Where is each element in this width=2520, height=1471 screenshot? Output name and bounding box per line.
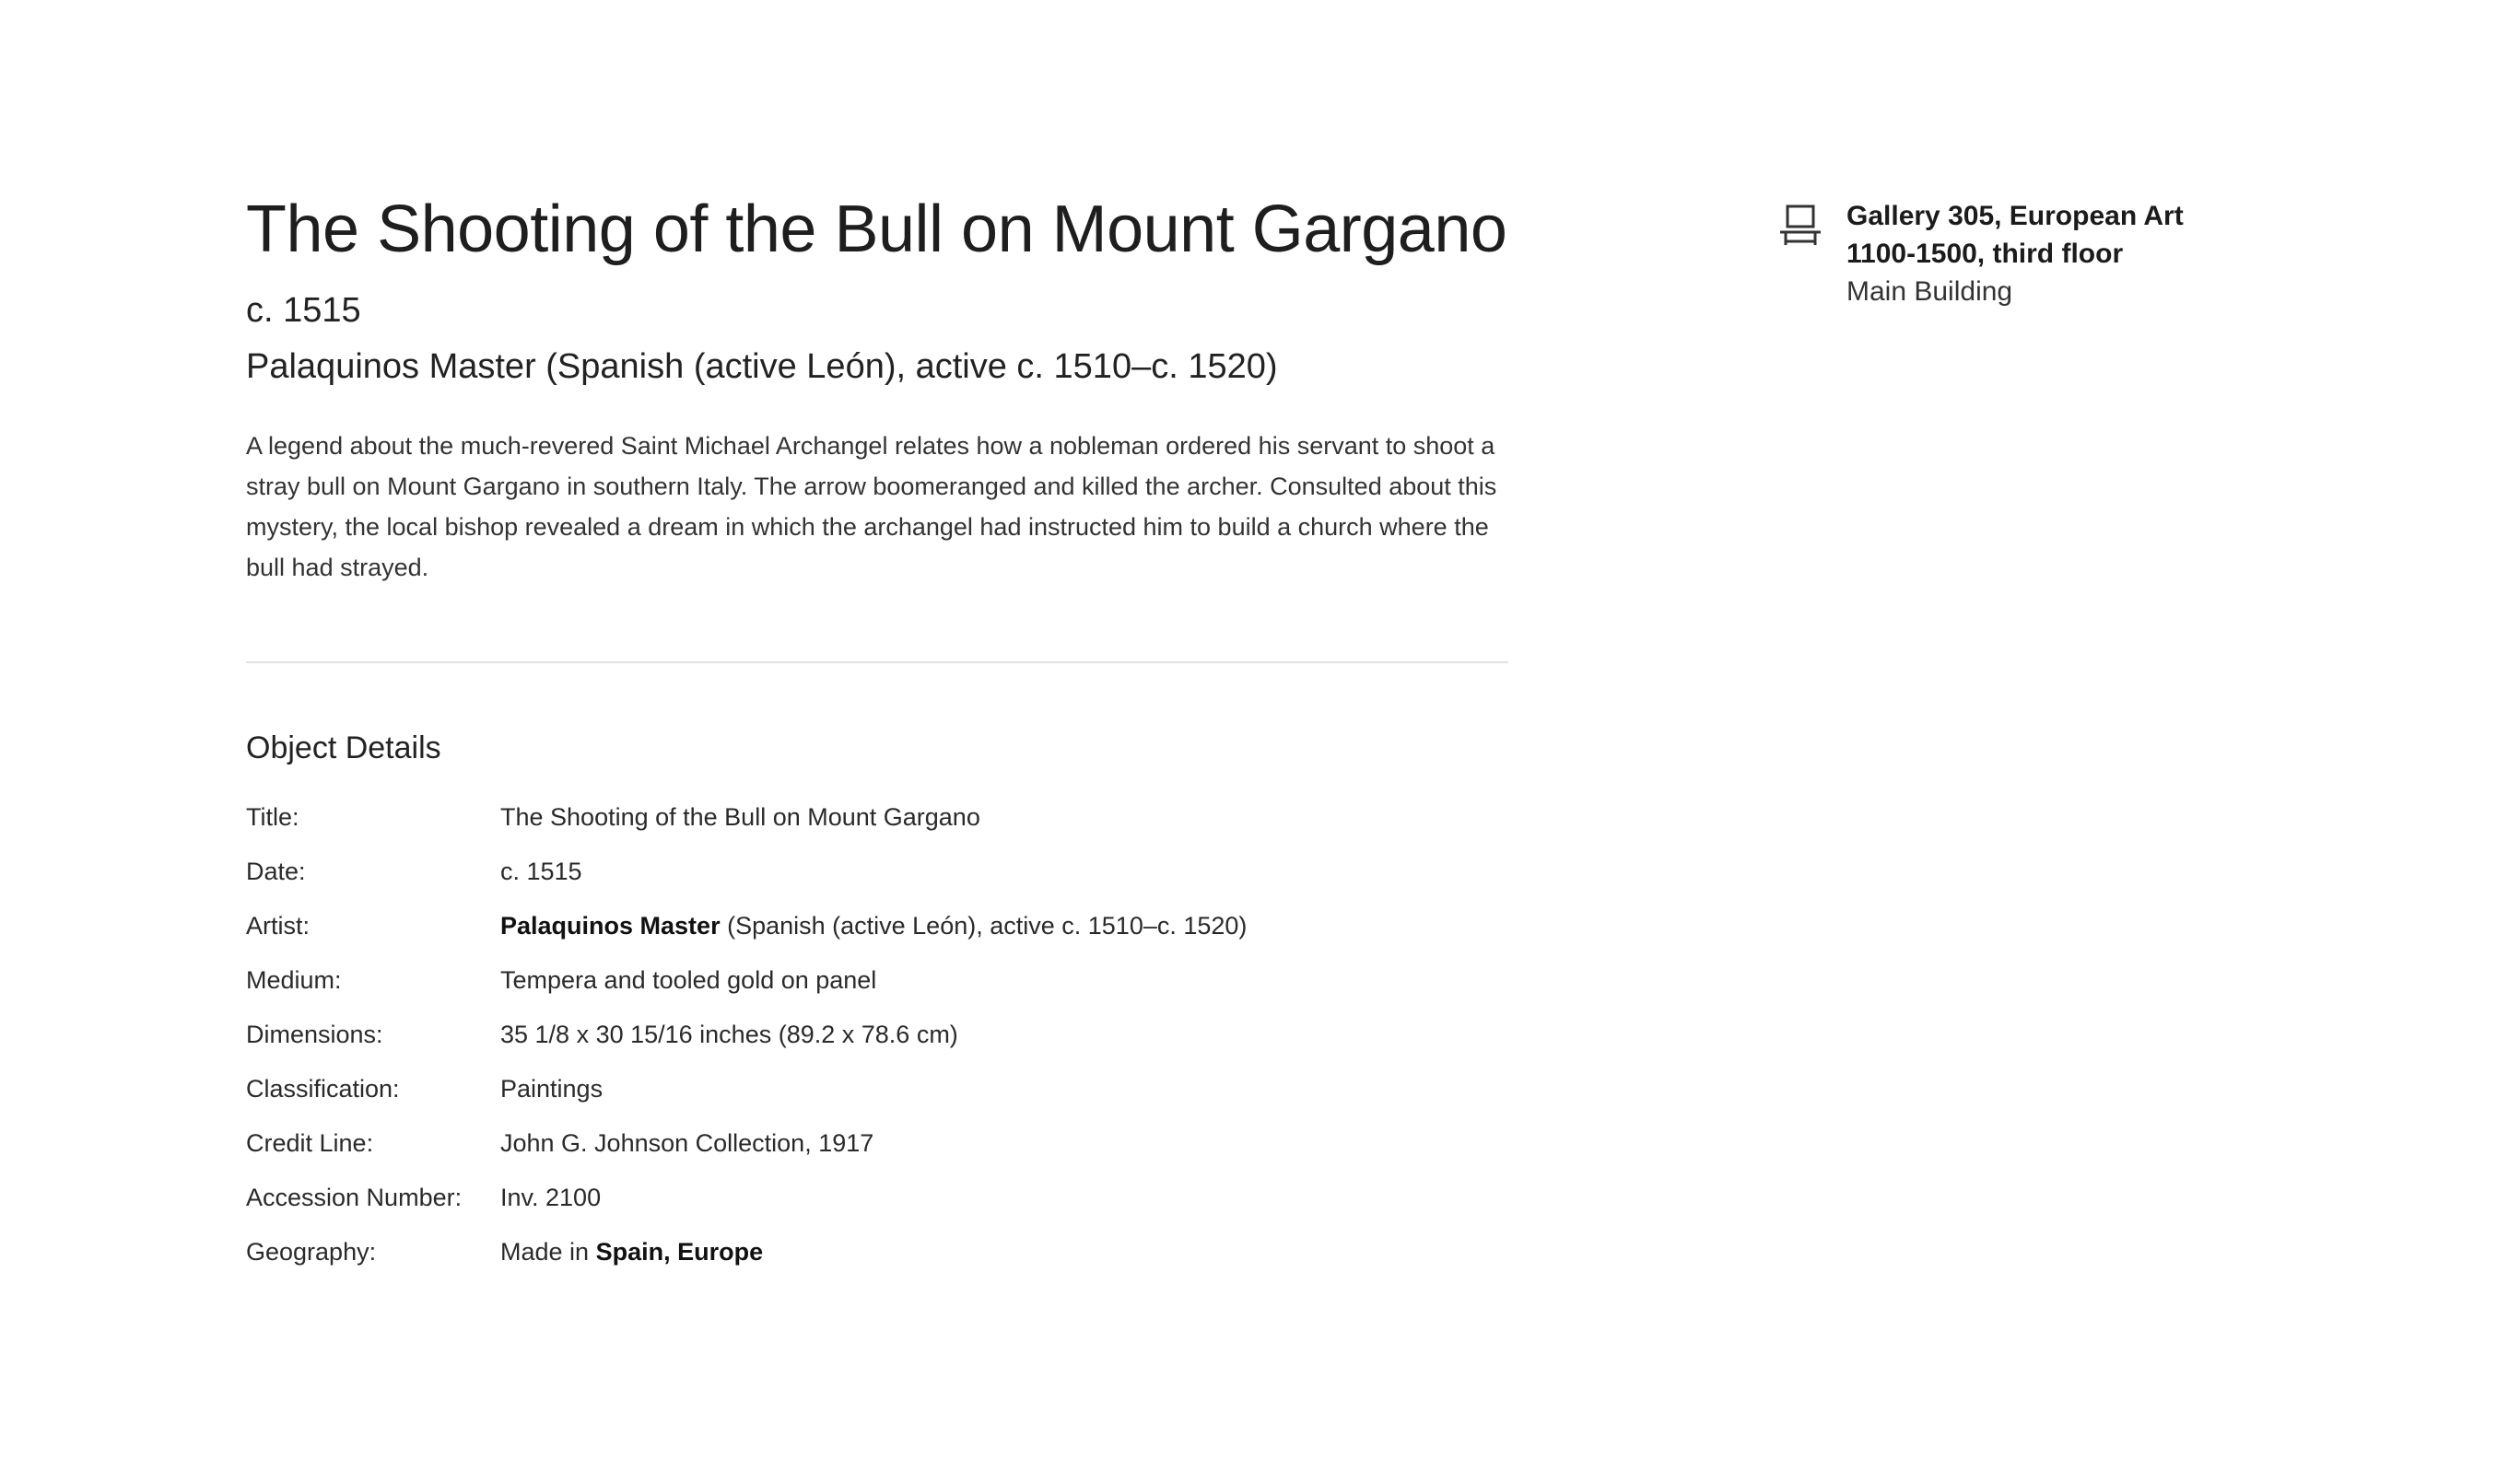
- detail-row-medium: [246, 953, 1508, 1008]
- detail-label: Geography:: [246, 1238, 377, 1266]
- detail-value: John G. Johnson Collection, 1917: [500, 1129, 874, 1157]
- artist-info: (Spanish (active León), active c. 1510–c. 1520): [720, 912, 1248, 940]
- detail-label: Date:: [246, 858, 306, 885]
- gallery-text: [1846, 197, 2256, 310]
- detail-value: The Shooting of the Bull on Mount Gargano: [500, 803, 980, 831]
- detail-value: Paintings: [500, 1075, 604, 1103]
- geography-region-link[interactable]: Europe: [677, 1238, 764, 1266]
- gallery-name-link[interactable]: Gallery 305, European Art 1100-1500, third floor: [1846, 201, 2184, 269]
- detail-label: Artist:: [246, 912, 311, 940]
- detail-value: [500, 1238, 763, 1267]
- detail-row-geography: [246, 1225, 1508, 1279]
- object-details-list: [246, 790, 1508, 1279]
- detail-value: Inv. 2100: [500, 1184, 602, 1211]
- detail-value: [500, 912, 1247, 940]
- detail-row-dimensions: [246, 1008, 1508, 1062]
- artist-name-link[interactable]: Palaquinos Master: [500, 912, 721, 940]
- detail-row-artist: [246, 899, 1508, 953]
- detail-row-accession-number: [246, 1171, 1508, 1225]
- artwork-description: A legend about the much-revered Saint Michael Archangel relates how a nobleman ordered his servant to shoot a stray bull on Mount Gargano in southern Italy. The arrow boomeranged and killed the archer. Consulted about this mystery, the local bishop revealed a dream in which the archangel had instructed him to build a church where the bull had strayed.: [246, 432, 1497, 581]
- detail-row-title: [246, 790, 1508, 845]
- artwork-date: c. 1515: [246, 291, 361, 330]
- gallery-icon: [1776, 201, 1824, 249]
- artwork-main: [246, 184, 1508, 1279]
- detail-label: Accession Number:: [246, 1184, 463, 1211]
- detail-row-classification: [246, 1062, 1508, 1116]
- detail-label: Credit Line:: [246, 1129, 374, 1157]
- gallery-building: Main Building: [1846, 276, 2013, 307]
- detail-row-date: [246, 845, 1508, 899]
- detail-label: Classification:: [246, 1075, 400, 1103]
- detail-row-credit-line: [246, 1116, 1508, 1171]
- detail-value: 35 1/8 x 30 15/16 inches (89.2 x 78.6 cm): [500, 1021, 958, 1048]
- detail-label: Medium:: [246, 966, 342, 994]
- detail-label: Title:: [246, 803, 299, 831]
- detail-label: Dimensions:: [246, 1021, 383, 1048]
- detail-value: Tempera and tooled gold on panel: [500, 966, 877, 994]
- detail-value: c. 1515: [500, 858, 582, 885]
- geography-prefix: Made in: [500, 1238, 596, 1266]
- geography-separator: ,: [663, 1238, 678, 1266]
- section-divider: [246, 661, 1508, 663]
- gallery-location: [1776, 197, 2256, 310]
- geography-country-link[interactable]: Spain: [595, 1238, 664, 1266]
- object-details-heading: Object Details: [246, 730, 441, 765]
- artwork-artist-line: Palaquinos Master (Spanish (active León), active c. 1510–c. 1520): [246, 347, 1278, 386]
- page-title: The Shooting of the Bull on Mount Gargano: [246, 193, 1507, 266]
